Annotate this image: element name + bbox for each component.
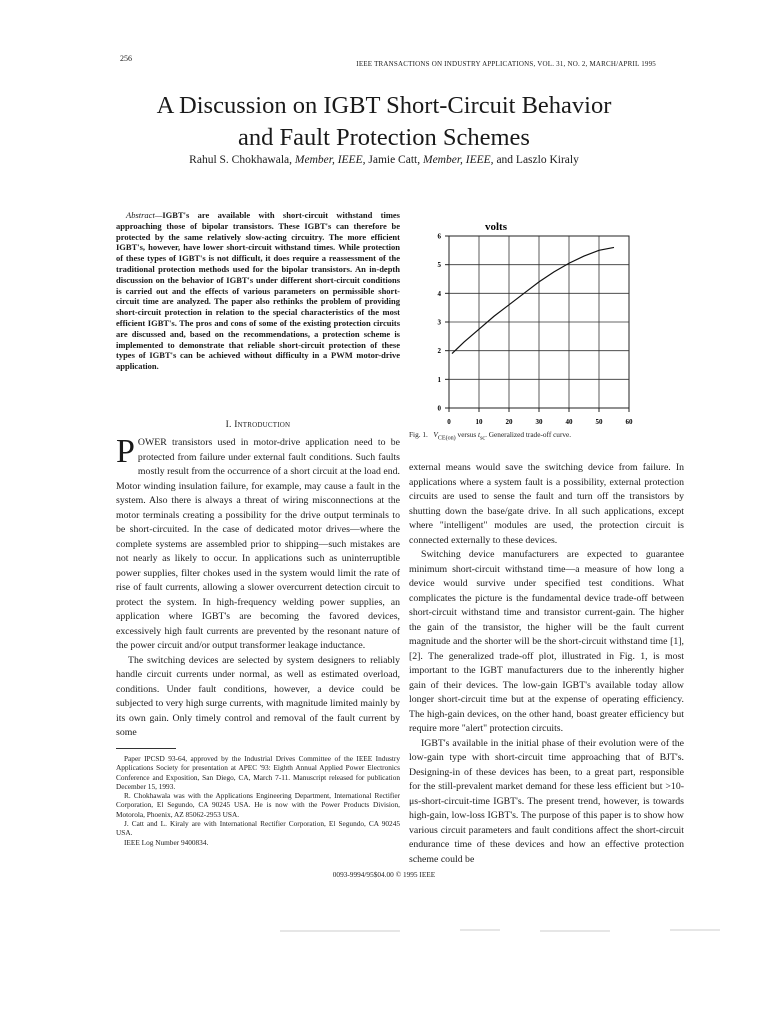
y-tick-label: 4 xyxy=(437,289,441,298)
author-list xyxy=(0,154,768,166)
copyright-line: 0093-9994/95$04.00 © 1995 IEEE xyxy=(332,870,436,879)
x-tick-label: 10 xyxy=(475,418,483,426)
title-line-2: and Fault Protection Schemes xyxy=(238,124,530,151)
left-column-body xyxy=(116,433,400,741)
chart-title: volts xyxy=(485,221,507,233)
caption-label: Fig. 1. xyxy=(409,430,428,439)
y-tick-label: 3 xyxy=(437,318,441,327)
intro-paragraph-3: external means would save the switching device from failure. In applications where a system fault is a possibility, external protection circuits are used to sense the fault and turn off the transistors by shutting down the base/gate drive. In all such applications, except where "intelligent" modules are used, the protection circuit is connected externally to these devices. xyxy=(409,462,684,546)
caption-tsc-sub: sc xyxy=(480,435,486,442)
footnote-manuscript: Paper IPCSD 93-64, approved by the Industrial Drives Committee of the IEEE Industry Applications Society for presentation at APEC '93: Eighth Annual Applied Power Electronics Conference and Exposition, San Diego, CA, March 7-11. Manuscript released for publication December 15, 1993. xyxy=(116,754,400,791)
x-tick-label: 50 xyxy=(595,418,603,426)
drop-cap: P xyxy=(116,433,135,470)
scan-artifact xyxy=(280,928,720,934)
abstract-text: IGBT's are available with short-circuit withstand times approaching those of bipolar transistors. These IGBT's can therefore be protected by the same relatively slow-acting circuitry. The more efficient IGBT's, however, have lower short-circuit withstand times. While protection of these types of IGBT's is not difficult, it does require a reassessment of the traditional protection methods used for the bipolar transistors. An in-depth discussion on the behavior of IGBT's under different short-circuit conditions is carried out and the effects of various parameters on permissible short-circuit time are analyzed. The paper also rethinks the problem of providing short-circuit protection in relation to the special characteristics of the most efficient IGBT's. The pros and cons of some of the existing protection circuits are discussed and, based on the recommendations, a protection scheme is implemented to demonstrate that reliable short-circuit protection of these types of IGBT's can be achieved without difficulty in a PWM motor-drive application. xyxy=(116,210,400,372)
series-line-vce-vs-tsc xyxy=(452,247,614,353)
footnote-authors-2-3: J. Catt and L. Kiraly are with International Rectifier Corporation, El Segundo, CA 90245 USA. xyxy=(116,819,400,838)
page-number: 256 xyxy=(120,54,132,63)
x-tick-label: 40 xyxy=(565,418,573,426)
x-tick-label: 60 xyxy=(625,418,633,426)
caption-vce: V xyxy=(433,430,438,439)
abstract-label: Abstract— xyxy=(126,210,163,220)
abstract xyxy=(116,210,400,372)
right-column-body xyxy=(409,461,684,867)
caption-tsc: t xyxy=(478,430,481,439)
section-number: I. xyxy=(225,420,235,430)
paper-title xyxy=(0,90,768,154)
author-3: and Laszlo Kiraly xyxy=(493,154,579,166)
figure-caption xyxy=(409,430,684,441)
y-tick-label: 5 xyxy=(437,261,441,270)
caption-versus: versus xyxy=(457,430,477,439)
section-heading-introduction xyxy=(116,420,400,430)
title-line-1: A Discussion on IGBT Short-Circuit Behavior xyxy=(156,92,612,119)
y-tick-label: 6 xyxy=(437,232,441,241)
author-2-membership: Member, IEEE, xyxy=(422,154,494,166)
x-tick-label: 0 xyxy=(447,418,451,426)
caption-vce-sub: CE(on) xyxy=(437,435,456,442)
intro-paragraph-4: Switching device manufacturers are expected to guarantee minimum short-circuit withstand time—a measure of how long a device would survive under specified test conditions. What complicates the picture is the fundamental device trade-off between short-circuit withstand time and transistor current-gain. The higher the gain of the transistor, the higher will be the fault current magnitude and the shorter will be the short-circuit withstand time [1], [2]. The generalized trade-off plot, illustrated in Fig. 1, is most important to the IGBT manufacturers due to the inherently higher gain of their devices. The low-gain IGBT's available today allow longer short-circuit time but at the expense of operating efficiency. The high-gain devices, on the other hand, boast greater efficiency but require more "alert" protection circuits. xyxy=(409,549,684,734)
x-tick-label: 30 xyxy=(535,418,543,426)
author-2: Jamie Catt, xyxy=(365,154,423,166)
intro-paragraph-1: POWER transistors used in motor-drive application need to be protected from failure under external fault conditions. Such faults mostly result from the occurrence of a short circuit at the load end. Motor winding insulation failure, for example, may cause a fault in the system. Also there is always a threat of wiring misconnections at the motor terminals creating a possibility for the drive output terminals to be short-circuited. In the case of dedicated motor drives—where the complete systems are assembled prior to shipping—such mistakes are not nearly as likely to occur. In applications such as uninterruptible power supplies, filter chokes used in the system would limit the rate of rise of fault currents, allowing a slower overcurrent detection circuit to protect the system. In high-frequency welding power supplies, an application where IGBT's are becoming the favored devices, excessively high fault currents are prevented by the resonant nature of the power circuit and/or output transformer leakage inductance. xyxy=(116,433,400,651)
y-tick-label: 0 xyxy=(437,404,441,413)
y-tick-label: 1 xyxy=(437,375,441,384)
y-tick-label: 2 xyxy=(437,347,441,356)
author-1-membership: Member, IEEE, xyxy=(294,154,366,166)
section-title: Introduction xyxy=(234,420,291,430)
intro-paragraph-5: IGBT's available in the initial phase of their evolution were of the low-gain type with short-circuit time approaching that of BJT's. Designing-in of these devices has been, to a great part, responsible for the still-prevalent market demand for these less efficient but >10-μs-short-circuit-time IGBT's. The present trend, however, is towards high-gain, low-loss IGBT's. The purpose of this paper is to show how various circuit parameters and fault conditions affect the short-circuit endurance time of these devices and how an effective protection scheme could be xyxy=(409,737,684,865)
author-1: Rahul S. Chokhawala, xyxy=(189,154,295,166)
caption-tail: . Generalized trade-off curve. xyxy=(485,430,572,439)
running-header: IEEE TRANSACTIONS ON INDUSTRY APPLICATIONS, VOL. 31, NO. 2, MARCH/APRIL 1995 xyxy=(356,60,656,68)
tradeoff-chart xyxy=(413,212,673,432)
footnote-rule xyxy=(116,748,176,749)
footnote xyxy=(116,754,400,847)
footnote-log-number: IEEE Log Number 9400834. xyxy=(124,837,209,847)
x-tick-label: 20 xyxy=(505,418,513,426)
intro-paragraph-2: The switching devices are selected by system designers to reliably handle circuit currents under normal, as well as estimated overload, conditions. Under fault conditions, however, a device could be subjected to very high surge currents, with magnitude limited mainly by its own gain. Only timely control and removal of the fault current by some xyxy=(116,654,400,738)
footnote-author-1: R. Chokhawala was with the Applications Engineering Department, International Rectifier Corporation, El Segundo, CA 90245 USA. He is now with the Power Products Division, Motorola, Phoenix, AZ 85062-2953 USA. xyxy=(116,791,400,819)
